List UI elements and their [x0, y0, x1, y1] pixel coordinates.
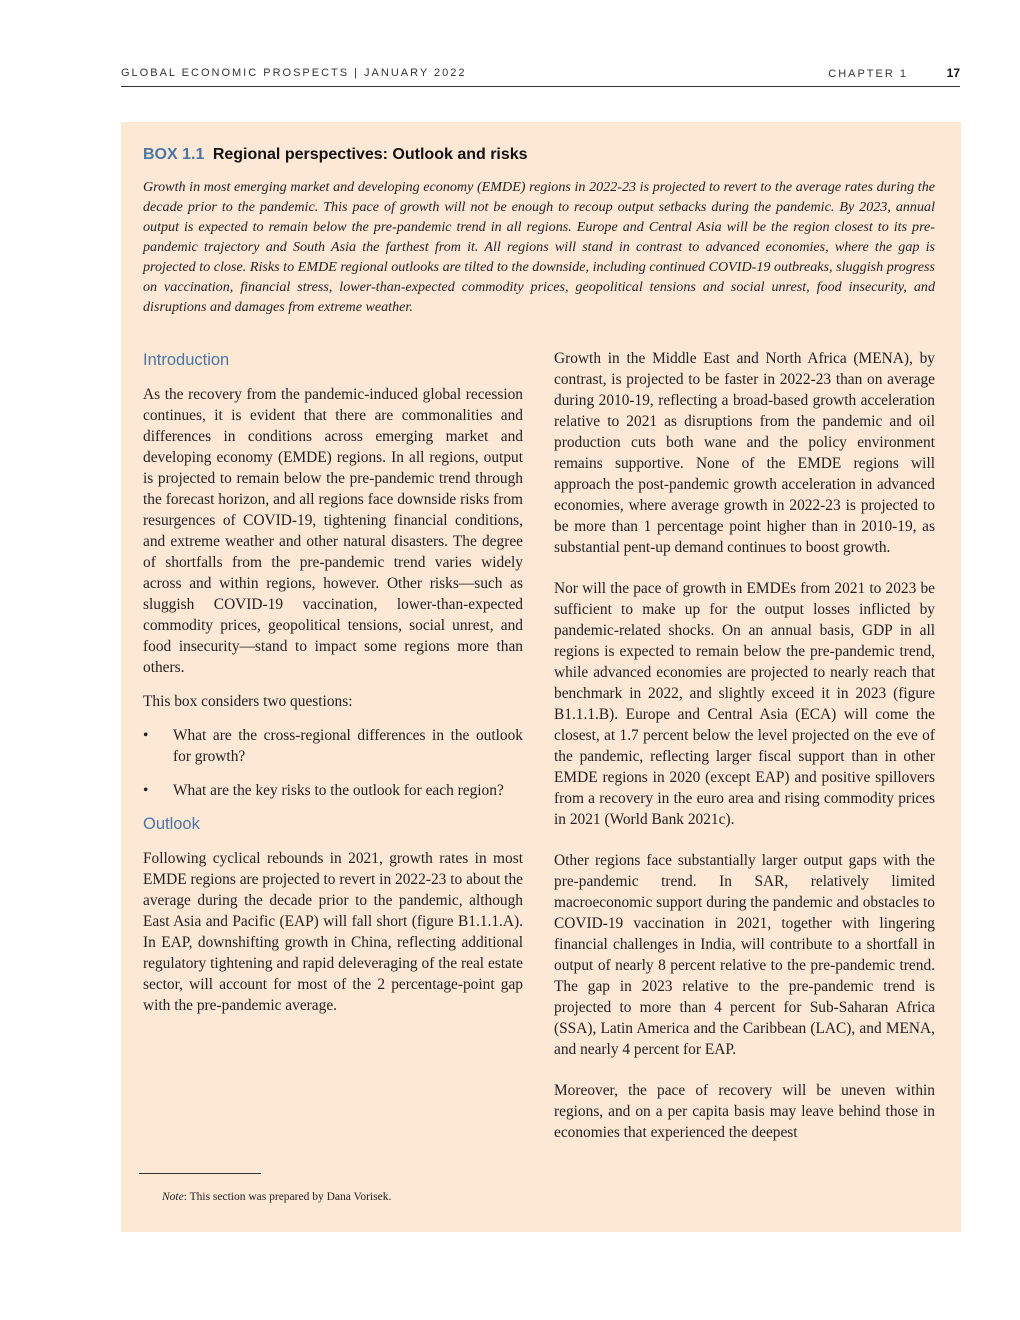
- questions-list: [143, 725, 523, 801]
- right-column: [554, 348, 935, 1163]
- question-1: What are the cross-regional differences in the outlook for growth?: [173, 727, 523, 765]
- footnote-divider: [139, 1173, 261, 1174]
- list-item: [143, 725, 523, 767]
- bullet-icon: •: [143, 727, 149, 744]
- publication-title: GLOBAL ECONOMIC PROSPECTS | JANUARY 2022: [121, 67, 467, 79]
- outlook-heading: Outlook: [143, 815, 200, 833]
- introduction-paragraph-1: As the recovery from the pandemic-induced global recession continues, it is evident that there are commonalities and differences in conditions across emerging market and developing economy (EMDE) regions. In all regions, output is projected to remain below the pre-pandemic trend through the forecast horizon, and all regions face downside risks from resurgences of COVID-19, tightening financial conditions, and extreme weather and other natural disasters. The degree of shortfalls from the pre-pandemic trend varies widely across and within regions, however. Other risks—such as sluggish COVID-19 vaccination, lower-than-expected commodity prices, geopolitical tensions, social unrest, and food insecurity—stand to impact some regions more than others.: [143, 386, 523, 676]
- box-panel: [121, 122, 961, 1232]
- page-number: 17: [946, 66, 960, 80]
- footnote-text: : This section was prepared by Dana Vorisek.: [183, 1191, 392, 1203]
- footnote-label: Note: [162, 1191, 184, 1203]
- chapter-label: CHAPTER 1: [828, 68, 908, 80]
- right-paragraph-1: Growth in the Middle East and North Africa (MENA), by contrast, is projected to be faster in 2022-23 than on average during 2010-19, reflecting a broad-based growth acceleration relative to 2021 as disruptions from the pandemic and oil production cuts both wane and the policy environment remains supportive. None of the EMDE regions will approach the post-pandemic growth acceleration in advanced economies, where average growth in 2022-23 is projected to be more than 1 percentage point higher than in 2010-19, as substantial pent-up demand continues to boost growth.: [554, 350, 935, 556]
- introduction-heading: Introduction: [143, 351, 230, 369]
- box-abstract: Growth in most emerging market and developing economy (EMDE) regions in 2022-23 is projected to revert to the average rates during the decade prior to the pandemic. This pace of growth will not be enough to recoup output setbacks during the pandemic. By 2023, annual output is expected to remain below the pre-pandemic trend in all regions. Europe and Central Asia will be the region closest to its pre-pandemic trajectory and South Asia the farthest from it. All regions will stand in contrast to advanced economies, where the gap is projected to close. Risks to EMDE regional outlooks are tilted to the downside, including continued COVID-19 outbreaks, sluggish progress on vaccination, financial stress, lower-than-expected commodity prices, geopolitical tensions and social unrest, food insecurity, and disruptions and damages from extreme weather.: [143, 179, 935, 315]
- running-header: [121, 64, 960, 87]
- right-paragraph-2: Nor will the pace of growth in EMDEs from 2021 to 2023 be sufficient to make up for the output losses inflicted by pandemic-related shocks. On an annual basis, GDP in all regions is expected to remain below the pre-pandemic trend, while advanced economies are projected to nearly reach that benchmark in 2022, and slightly exceed it in 2023 (figure B1.1.1.B). Europe and Central Asia (ECA) will come the closest, at 1.7 percent below the level projected on the eve of the pandemic, reflecting larger fiscal support than in other EMDE regions in 2020 (except EAP) and positive spillovers from a recovery in the euro area and rising commodity prices in 2021 (World Bank 2021c).: [554, 580, 935, 828]
- introduction-paragraph-2: This box considers two questions:: [143, 693, 353, 710]
- list-item: [143, 780, 523, 801]
- box-title-text: Regional perspectives: Outlook and risks: [212, 146, 528, 163]
- footnote: [162, 1191, 391, 1203]
- box-label: BOX 1.1: [143, 146, 205, 163]
- question-2: What are the key risks to the outlook for each region?: [173, 782, 504, 799]
- right-paragraph-4: Moreover, the pace of recovery will be uneven within regions, and on a per capita basis may leave behind those in economies that experienced the deepest: [554, 1082, 935, 1141]
- right-paragraph-3: Other regions face substantially larger output gaps with the pre-pandemic trend. In SAR, relatively limited macroeconomic support during the pandemic and obstacles to COVID-19 vaccination in 2021, together with lingering financial challenges in India, will contribute to a shortfall in output of nearly 8 percent relative to the pre-pandemic trend. The gap in 2023 relative to the pre-pandemic trend is projected to more than 4 percent for Sub-Saharan Africa (SSA), Latin America and the Caribbean (LAC), and MENA, and nearly 4 percent for EAP.: [554, 852, 935, 1058]
- box-title: [143, 146, 528, 164]
- outlook-paragraph-1: Following cyclical rebounds in 2021, growth rates in most EMDE regions are projected to revert in 2022-23 to about the average during the decade prior to the pandemic, although East Asia and Pacific (EAP) will fall short (figure B1.1.1.A). In EAP, downshifting growth in China, reflecting additional regulatory tightening and rapid deleveraging of the real estate sector, will account for most of the 2 percentage-point gap with the pre-pandemic average.: [143, 850, 523, 1014]
- bullet-icon: •: [143, 782, 149, 799]
- left-column: [143, 350, 523, 1016]
